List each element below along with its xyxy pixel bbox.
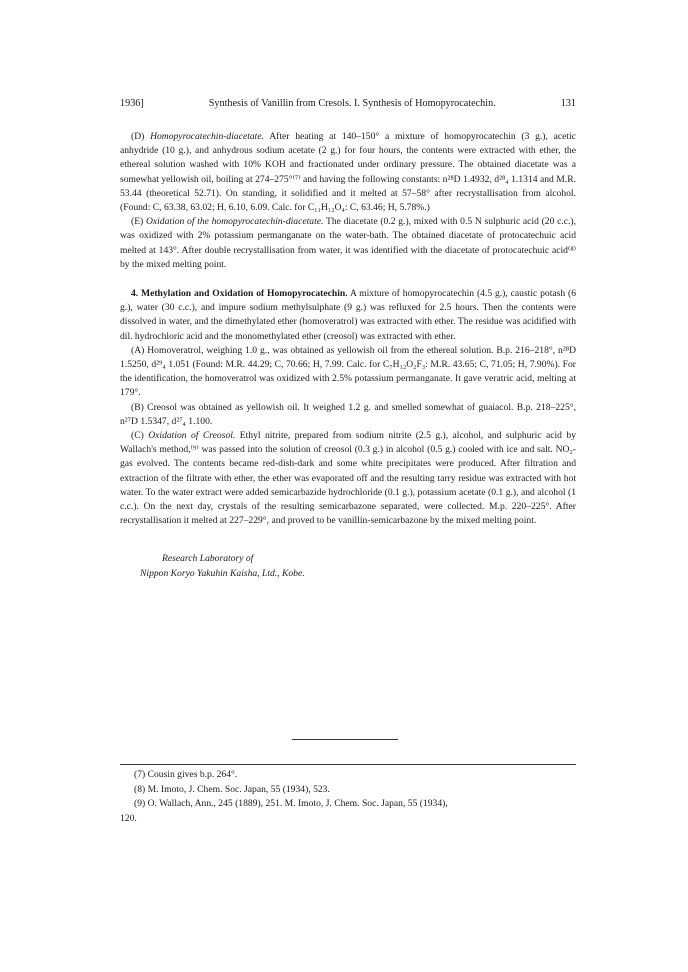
article-body	[120, 130, 576, 581]
paragraph-e	[120, 215, 576, 272]
paragraph-e-text: The diacetate (0.2 g.), mixed with 0.5 N sulphuric acid (20 c.c.), was oxidized with 2% potassium permanganate on the water-bath. The obtained diacetate of protocatechuic acid melted at 143°. After double recrystallisation from water, it was identified with the diacetate of protocatechuic acid⁽⁸⁾ by the mixed melting point.	[120, 216, 576, 270]
affiliation-line-2: Nippon Koryo Yakuhin Kaisha, Ltd., Kobe.	[140, 568, 305, 580]
paragraph-d	[120, 130, 576, 215]
section-4-text: A mixture of homopyrocatechin (4.5 g.), caustic potash (6 g.), water (30 c.c.), and impure sodium methylsulphate (9 g.) was refluxed for 2.5 hours. Then the contents were dissolved in water, and the dimethylated ether (homoveratrol) was extracted with ether. The residue was acidified with dil. hydrochloric acid and the monomethylated ether (creosol) was extracted with ether.	[120, 288, 576, 342]
affiliation-line-1: Research Laboratory of	[162, 553, 254, 565]
end-divider	[292, 739, 398, 740]
paragraph-c-label: (C)	[131, 430, 144, 442]
footnotes	[120, 768, 576, 826]
paragraph-d-title: Homopyrocatechin-diacetate.	[150, 131, 264, 142]
paragraph-c-text: Ethyl nitrite, prepared from sodium nitrite (2.5 g.), alcohol, and sulphuric acid by Wallach's method,⁽⁹⁾ was passed into the solution of creosol (0.3 g.) in alcohol (0.5 g.) cooled with ice and salt. NO₂-gas evolved. The contents became red-dish-dark and some white precipitates were produced. After filtration and extraction of the filtrate with ether, the ether was evaporated off and the resulting tarry residue was extracted with hot water. To the water extract were added semicarbazide hydrochloride (0.1 g.), potassium acetate (0.1 g.), and alcohol (1 c.c.). On the next day, crystals of the resulting semicarbazone separated, were collected. M.p. 220–225°. After recrystallisation it melted at 227–229°, and proved to be vanillin-semicarbazone by the mixed melting point.	[120, 430, 576, 527]
footnote-9-continuation: 120.	[120, 812, 137, 824]
footnote-9: (9) O. Wallach, Ann., 245 (1889), 251. M. Imoto, J. Chem. Soc. Japan, 55 (1934),	[134, 798, 448, 809]
paragraph-e-label: (E)	[131, 216, 144, 228]
footnote-7: (7) Cousin gives b.p. 264°.	[134, 769, 238, 780]
paragraph-a: (A) Homoveratrol, weighing 1.0 g., was obtained as yellowish oil from the ethereal solution. B.p. 216–218°, n²⁸D 1.5250, d²⁹₄ 1.051 (Found: M.R. 44.29; C, 70.66; H, 7.99. Calc. for C₇H₁₂O₂F₃: M.R. 43.65; C, 71.05; H, 7.90%). For the identification, the homoveratrol was oxidized with 2.5% potassium permanganate. It gave veratric acid, melting at 179°.	[120, 344, 576, 399]
footnote-rule	[120, 764, 576, 765]
footnote-8: (8) M. Imoto, J. Chem. Soc. Japan, 55 (1934), 523.	[134, 783, 330, 795]
paragraph-d-label: (D)	[131, 131, 145, 142]
page-number: 131	[560, 98, 576, 109]
paragraph-c-title: Oxidation of Creosol.	[148, 430, 236, 442]
paragraph-d-text: After heating at 140–150° a mixture of homopyrocatechin (3 g.), acetic anhydride (10 g.), and anhydrous sodium acetate (2 g.) for four hours, the contents were extracted with ether, the ethereal solution washed with 10% KOH and fractionated under ordinary pressure. The obtained diacetate was a somewhat yellowish oil, boiling at 274–275°⁽⁷⁾ and having the following constants: n²⁸D 1.4932, d²⁸₄ 1.1314 and M.R. 53.44 (theoretical 52.71). On standing, it solidified and it melted at 57–58° after recrystallisation from alcohol. (Found: C, 63.38, 63.02; H, 6.10, 6.09. Calc. for C₁₁H₁₂O₄: C, 63.46; H, 5.78%.)	[120, 131, 576, 214]
header-volume-year: 1936]	[120, 98, 144, 109]
header-title: Synthesis of Vanillin from Cresols. I. Synthesis of Homopyrocatechin.	[208, 98, 496, 109]
paragraph-e-title: Oxidation of the homopyrocatechin-diacetate.	[145, 216, 324, 228]
running-header	[120, 98, 576, 109]
section-4-heading: 4. Methylation and Oxidation of Homopyrocatechin.	[131, 288, 348, 300]
section-4-paragraph	[120, 287, 576, 344]
paragraph-c	[120, 429, 576, 528]
affiliation	[140, 551, 576, 581]
paragraph-b: (B) Creosol was obtained as yellowish oil. It weighed 1.2 g. and smelled somewhat of guaiacol. B.p. 218–225°, n²⁷D 1.5347, d²⁷₄ 1.100.	[120, 401, 576, 427]
